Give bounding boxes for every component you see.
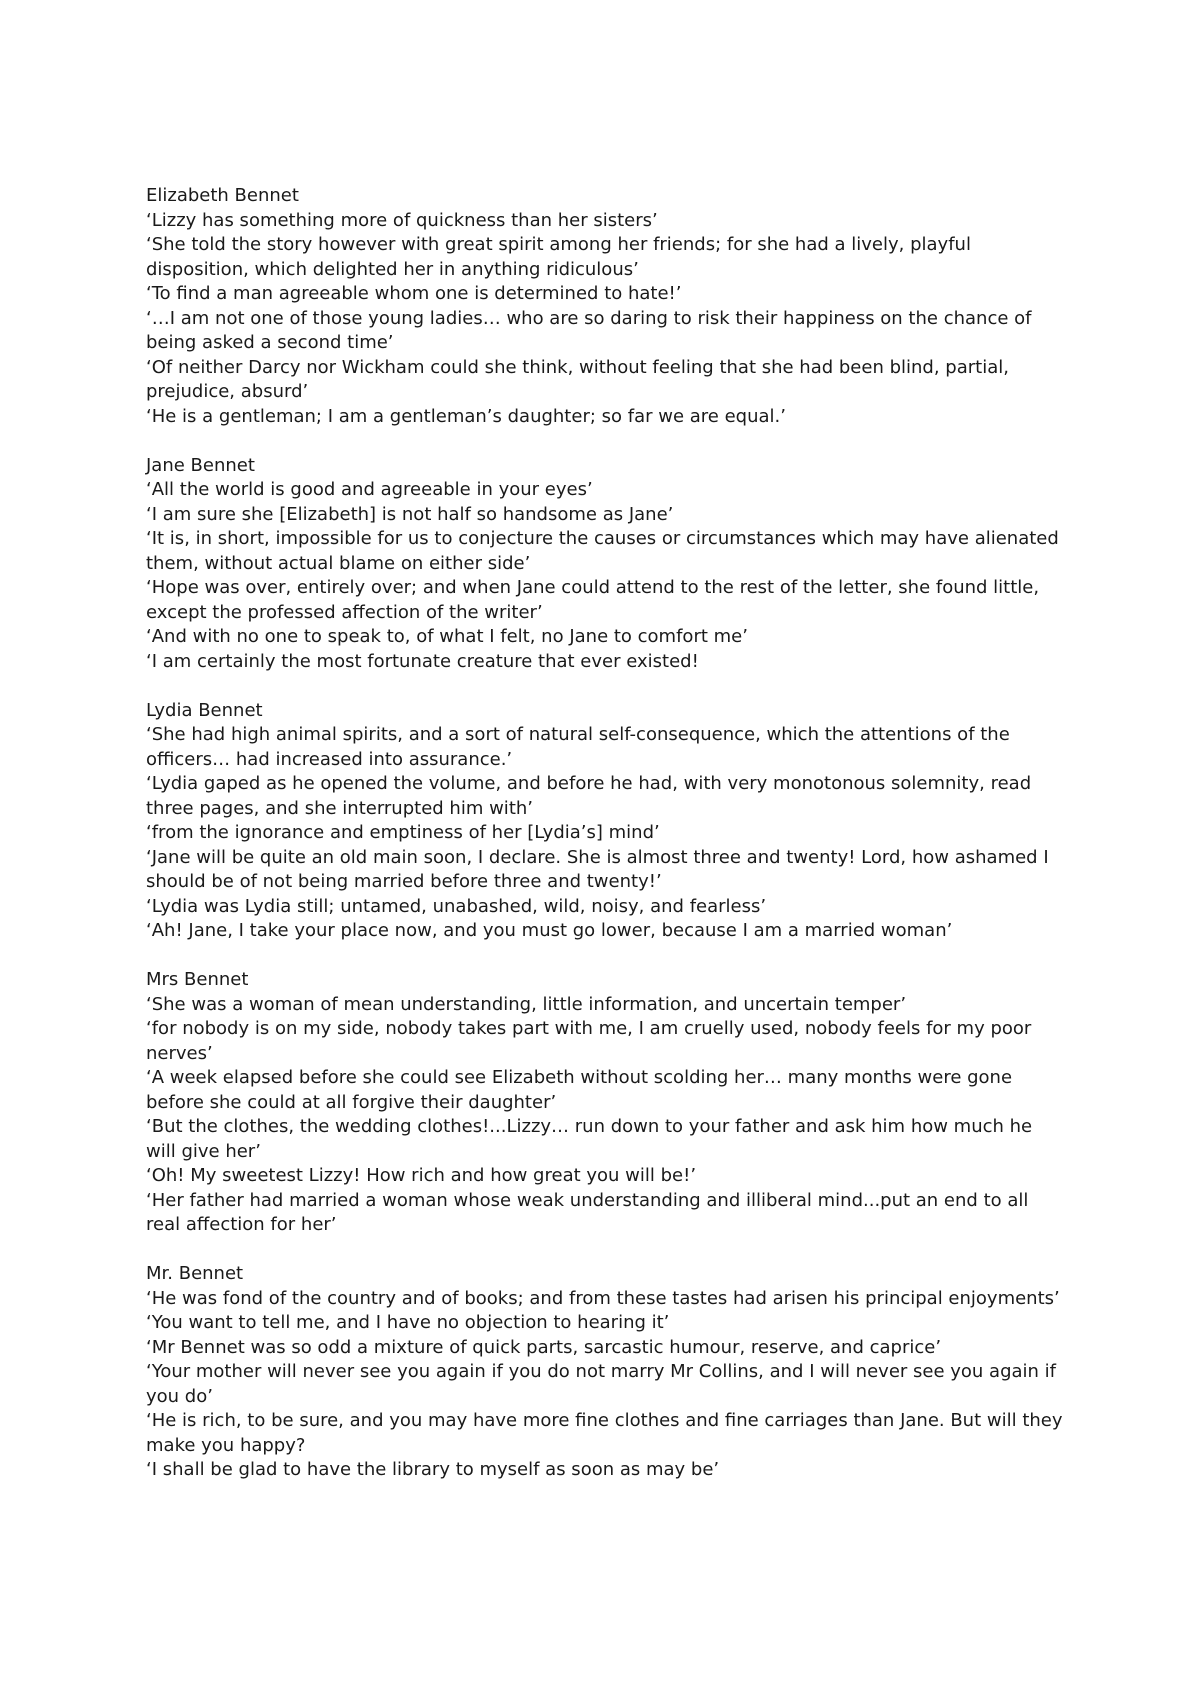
section-jane-bennet [146, 454, 1066, 675]
quote-line: ‘Her father had married a woman whose weak understanding and illiberal mind...put an end to all real affection for her’ [146, 1189, 1029, 1235]
quote-line: ‘for nobody is on my side, nobody takes part with me, I am cruelly used, nobody feels for my poor nerves’ [146, 1018, 1032, 1064]
quote-line: ‘And with no one to speak to, of what I felt, no Jane to comfort me’ [146, 626, 748, 647]
quote-line: ‘Mr Bennet was so odd a mixture of quick parts, sarcastic humour, reserve, and caprice’ [146, 1336, 942, 1358]
quote-line: ‘Lizzy has something more of quickness than her sisters’ [146, 209, 658, 231]
section-mr-bennet [146, 1262, 1066, 1483]
quote-line: ‘Lydia was Lydia still; untamed, unabashed, wild, noisy, and fearless’ [146, 895, 767, 917]
quote-line: ‘I shall be glad to have the library to myself as soon as may be’ [146, 1459, 720, 1480]
quote-line: ‘Of neither Darcy nor Wickham could she think, without feeling that she had been blind, partial, prejudice, absurd’ [146, 356, 1009, 402]
quote-line: ‘He is rich, to be sure, and you may have more fine clothes and fine carriages than Jane. But will they make you happy? [146, 1410, 1063, 1456]
quote-line: ‘He was fond of the country and of books; and from these tastes had arisen his principal enjoyments’ [146, 1287, 1060, 1309]
quote-line: ‘All the world is good and agreeable in your eyes’ [146, 479, 593, 500]
quote-line: ‘from the ignorance and emptiness of her [Lydia’s] mind’ [146, 822, 660, 843]
quote-line: ‘She was a woman of mean understanding, little information, and uncertain temper’ [146, 993, 907, 1015]
section-heading: Lydia Bennet [146, 699, 263, 721]
quote-line: ‘Ah! Jane, I take your place now, and you must go lower, because I am a married woman’ [146, 920, 953, 941]
quote-line: ‘Your mother will never see you again if you do not marry Mr Collins, and I will never see you again if you do’ [146, 1361, 1057, 1407]
quote-line: ‘Oh! My sweetest Lizzy! How rich and how great you will be!’ [146, 1165, 697, 1186]
section-mrs-bennet [146, 968, 1066, 1238]
section-heading: Elizabeth Bennet [146, 185, 299, 206]
section-lydia-bennet [146, 699, 1066, 944]
section-elizabeth-bennet [146, 184, 1066, 429]
quote-line: ‘Lydia gaped as he opened the volume, and before he had, with very monotonous solemnity, read three pages, and she interrupted him with’ [146, 773, 1032, 819]
section-heading: Mrs Bennet [146, 969, 249, 990]
quote-line: ‘She told the story however with great spirit among her friends; for she had a lively, playful disposition, which delighted her in anything ridiculous’ [146, 234, 971, 280]
section-heading: Jane Bennet [146, 454, 255, 476]
quote-line: ‘It is, in short, impossible for us to conjecture the causes or circumstances which may have alienated them, without actual blame on either side’ [146, 528, 1059, 574]
quote-line: ‘Hope was over, entirely over; and when Jane could attend to the rest of the letter, she found little, except the professed affection of the writer’ [146, 577, 1040, 623]
quote-line: ‘He is a gentleman; I am a gentleman’s daughter; so far we are equal.’ [146, 405, 786, 427]
quote-line: ‘She had high animal spirits, and a sort of natural self-consequence, which the attentions of the officers… had increased into assurance.’ [146, 724, 1010, 770]
quote-line: ‘To find a man agreeable whom one is determined to hate!’ [146, 283, 682, 304]
quote-line: ‘I am sure she [Elizabeth] is not half so handsome as Jane’ [146, 503, 674, 525]
quote-line: ‘You want to tell me, and I have no objection to hearing it’ [146, 1312, 670, 1333]
quote-line: ‘…I am not one of those young ladies… who are so daring to risk their happiness on the chance of being asked a second time’ [146, 307, 1032, 353]
quote-line: ‘I am certainly the most fortunate creature that ever existed! [146, 650, 699, 672]
quote-line: ‘Jane will be quite an old main soon, I declare. She is almost three and twenty! Lord, how ashamed I should be of not being married before three and twenty!’ [146, 846, 1049, 892]
document-page [146, 184, 1066, 1507]
section-heading: Mr. Bennet [146, 1263, 244, 1284]
quote-line: ‘But the clothes, the wedding clothes!...Lizzy… run down to your father and ask him how much he will give her’ [146, 1116, 1033, 1162]
quote-line: ‘A week elapsed before she could see Elizabeth without scolding her… many months were gone before she could at all forgive their daughter’ [146, 1067, 1013, 1113]
